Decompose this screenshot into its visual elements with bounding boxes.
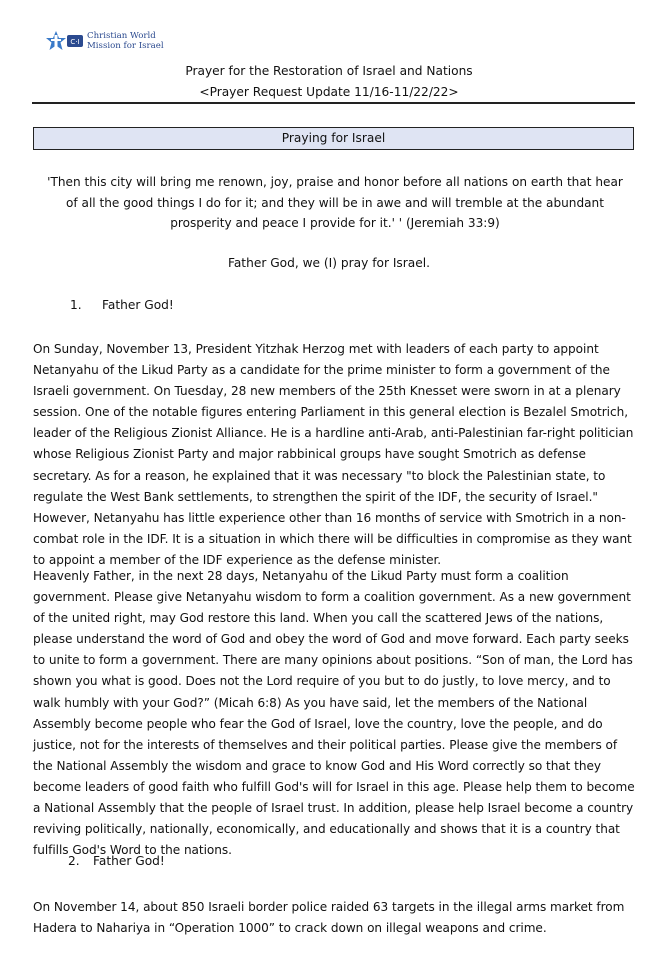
item-heading: Father God! xyxy=(102,298,174,312)
cwmi-star-menorah-icon xyxy=(46,30,84,52)
organization-logo xyxy=(46,30,164,52)
item-1-paragraph-2: Heavenly Father, in the next 28 days, Netanyahu of the Likud Party must form a coalition government. Please give Netanyahu wisdom to form a coalition government. As a new government of the united right, may God restore this land. When you call the scattered Jews of the nations, please understand the word of God and obey the word of God and move forward. Each party seeks to unite to form a government. There are many opinions about positions. “Son of man, the Lord has shown you what is good. Does not the Lord require of you but to do justly, to love mercy, and to walk humbly with your God?” (Micah 6:8) As you have said, let the members of the National Assembly become people who fear the God of Israel, love the country, love the people, and do justice, not for the interests of themselves and their political parties. Please give the members of the National Assembly the wisdom and grace to know God and His Word correctly so that they become leaders of good faith who fulfill God's will for Israel in this age. Please help them to become a National Assembly that the people of Israel trust. In addition, please help Israel become a country reviving politically, nationally, economically, and educationally and shows that it is a country that fulfills God's Word to the nations. xyxy=(33,569,635,858)
section-title: Praying for Israel xyxy=(281,131,386,145)
item-heading: Father God! xyxy=(93,854,165,868)
document-title: Prayer for the Restoration of Israel and Nations xyxy=(185,64,473,78)
prayer-item-heading-2 xyxy=(68,854,165,868)
item-number: 2. xyxy=(68,854,80,868)
item-1-paragraph-1: On Sunday, November 13, President Yitzhak Herzog met with leaders of each party to appoint Netanyahu of the Likud Party as a candidate for the prime minister to form a government of the Israeli government. On Tuesday, 28 new members of the 25th Knesset were sworn in at a plenary session. One of the notable figures entering Parliament in this general election is Bezalel Smotrich, leader of the Religious Zionist Alliance. He is a hardline anti-Arab, anti-Palestinian far-right politician whose Religious Zionist Party and major rabbinical groups have sought Smotrich as defense secretary. As for a reason, he explained that it was necessary "to block the Palestinian state, to regulate the West Bank settlements, to strengthen the spirit of the IDF, the security of Israel." However, Netanyahu has little experience other than 16 months of service with Smotrich in a non-combat role in the IDF. It is a situation in which there will be difficulties in compromise as they want to appoint a member of the IDF experience as the defense minister. xyxy=(33,342,634,567)
logo-text xyxy=(87,31,164,51)
document-subtitle: <Prayer Request Update 11/16-11/22/22> xyxy=(199,85,459,99)
logo-line-2: Mission for Israel xyxy=(87,41,164,51)
item-number: 1. xyxy=(70,298,82,312)
svg-text:C·I: C·I xyxy=(70,38,80,46)
item-2-paragraph-1: On November 14, about 850 Israeli border police raided 63 targets in the illegal arms market from Hadera to Nahariya in “Operation 1000” to crack down on illegal weapons and crime. xyxy=(33,900,625,936)
section-title-box xyxy=(33,127,634,150)
prayer-intro: Father God, we (I) pray for Israel. xyxy=(227,256,431,270)
header-divider xyxy=(32,102,635,104)
prayer-item-heading-1 xyxy=(70,298,174,312)
logo-line-1: Christian World xyxy=(87,31,156,41)
scripture-quote: 'Then this city will bring me renown, joy, praise and honor before all nations on earth that hear of all the good things I do for it; and they will be in awe and will tremble at the abundant prosperity and peace I provide for it.' ' (Jeremiah 33:9) xyxy=(47,175,623,230)
